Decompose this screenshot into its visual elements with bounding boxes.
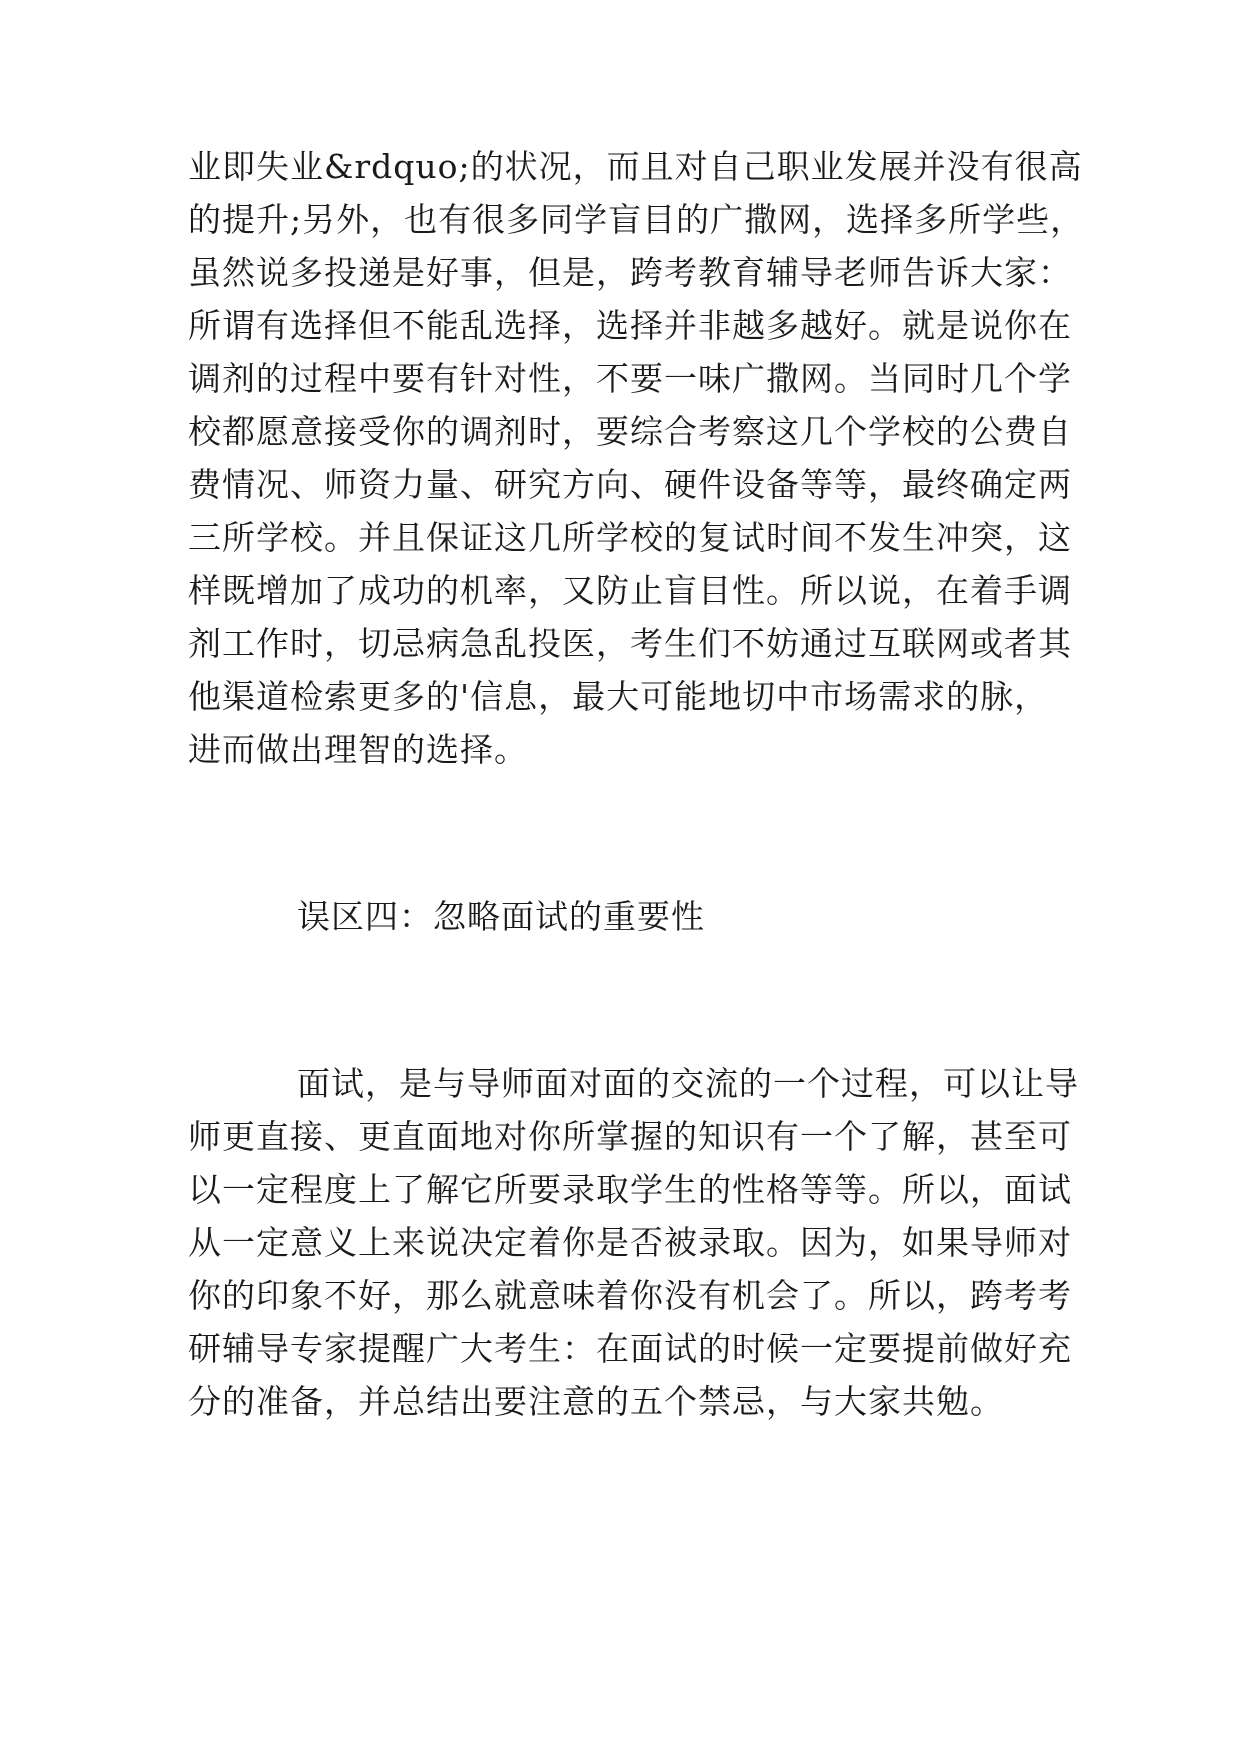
paragraph-line: 他渠道检索更多的'信息，最大可能地切中市场需求的脉， [188,677,1049,716]
paragraph-line: 费情况、师资力量、研究方向、硬件设备等等，最终确定两 [188,465,1072,504]
paragraph-line: 虽然说多投递是好事，但是，跨考教育辅导老师告诉大家： [188,253,1072,292]
paragraph-line: 样既增加了成功的机率，又防止盲目性。所以说，在着手调 [188,571,1072,610]
section-heading: 误区四：忽略面试的重要性 [297,897,705,936]
paragraph-line: 进而做出理智的选择。 [188,730,528,769]
paragraph-line: 分的准备，并总结出要注意的五个禁忌，与大家共勉。 [188,1382,1004,1421]
paragraph-line: 的提升;另外，也有很多同学盲目的广撒网，选择多所学些， [188,200,1085,239]
paragraph-line: 以一定程度上了解它所要录取学生的性格等等。所以，面试 [188,1170,1072,1209]
paragraph-line: 调剂的过程中要有针对性，不要一味广撒网。当同时几个学 [188,359,1072,398]
paragraph-line: 从一定意义上来说决定着你是否被录取。因为，如果导师对 [188,1223,1072,1262]
paragraph-line: 三所学校。并且保证这几所学校的复试时间不发生冲突，这 [188,518,1072,557]
paragraph-line: 所谓有选择但不能乱选择，选择并非越多越好。就是说你在 [188,306,1072,345]
paragraph-line: 业即失业&rdquo;的状况，而且对自己职业发展并没有很高 [188,147,1083,186]
paragraph-line: 面试，是与导师面对面的交流的一个过程，可以让导 [297,1064,1079,1103]
paragraph-line: 校都愿意接受你的调剂时，要综合考察这几个学校的公费自 [188,412,1072,451]
paragraph-line: 研辅导专家提醒广大考生：在面试的时候一定要提前做好充 [188,1329,1072,1368]
paragraph-line: 你的印象不好，那么就意味着你没有机会了。所以，跨考考 [188,1276,1072,1315]
paragraph-line: 师更直接、更直面地对你所掌握的知识有一个了解，甚至可 [188,1117,1072,1156]
paragraph-line: 剂工作时，切忌病急乱投医，考生们不妨通过互联网或者其 [188,624,1072,663]
